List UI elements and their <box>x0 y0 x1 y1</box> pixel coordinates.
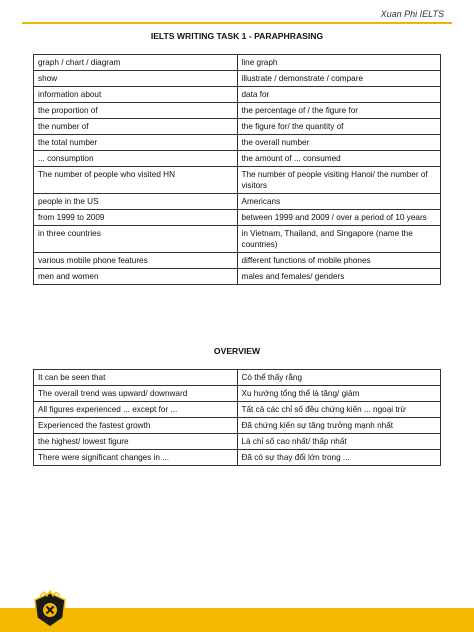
paraphrase-cell: Có thể thấy rằng <box>237 370 441 386</box>
overview-row <box>34 386 441 402</box>
source-phrase-cell: There were significant changes in ... <box>34 450 238 466</box>
source-phrase-cell: The number of people who visited HN <box>34 167 238 194</box>
crest-logo-icon <box>30 590 70 630</box>
paraphrase-cell: The number of people visiting Hanoi/ the number of visitors <box>237 167 441 194</box>
paraphrasing-row <box>34 151 441 167</box>
source-phrase-cell: people in the US <box>34 194 238 210</box>
paraphrase-cell: Đã có sự thay đổi lớn trong ... <box>237 450 441 466</box>
overview-row <box>34 370 441 386</box>
overview-title: OVERVIEW <box>213 346 261 356</box>
paraphrase-cell: Tất cả các chỉ số đều chứng kiến ... ngoại trừ <box>237 402 441 418</box>
paraphrasing-row <box>34 55 441 71</box>
paraphrase-cell: the amount of ... consumed <box>237 151 441 167</box>
source-phrase-cell: men and women <box>34 269 238 285</box>
paraphrase-cell: Americans <box>237 194 441 210</box>
source-phrase-cell: All figures experienced ... except for ... <box>34 402 238 418</box>
source-phrase-cell: Experienced the fastest growth <box>34 418 238 434</box>
source-phrase-cell: It can be seen that <box>34 370 238 386</box>
overview-row <box>34 450 441 466</box>
source-phrase-cell: ... consumption <box>34 151 238 167</box>
paraphrasing-table <box>33 54 441 285</box>
paraphrase-cell: in Vietnam, Thailand, and Singapore (name the countries) <box>237 226 441 253</box>
paraphrasing-row <box>34 167 441 194</box>
paraphrasing-row <box>34 71 441 87</box>
source-phrase-cell: graph / chart / diagram <box>34 55 238 71</box>
page-title: IELTS WRITING TASK 1 - PARAPHRASING <box>150 31 324 41</box>
paraphrasing-row <box>34 103 441 119</box>
paraphrase-cell: Là chỉ số cao nhất/ thấp nhất <box>237 434 441 450</box>
source-phrase-cell: The overall trend was upward/ downward <box>34 386 238 402</box>
source-phrase-cell: the number of <box>34 119 238 135</box>
source-phrase-cell: information about <box>34 87 238 103</box>
paraphrasing-row <box>34 253 441 269</box>
paraphrasing-row <box>34 135 441 151</box>
source-phrase-cell: show <box>34 71 238 87</box>
paraphrasing-row <box>34 194 441 210</box>
paraphrase-cell: the overall number <box>237 135 441 151</box>
paraphrase-cell: data for <box>237 87 441 103</box>
source-phrase-cell: from 1999 to 2009 <box>34 210 238 226</box>
paraphrasing-row <box>34 226 441 253</box>
paraphrase-cell: different functions of mobile phones <box>237 253 441 269</box>
overview-table <box>33 369 441 466</box>
paraphrase-cell: between 1999 and 2009 / over a period of 10 years <box>237 210 441 226</box>
source-phrase-cell: the total number <box>34 135 238 151</box>
header-divider <box>22 22 452 24</box>
paraphrase-cell: the figure for/ the quantity of <box>237 119 441 135</box>
source-phrase-cell: various mobile phone features <box>34 253 238 269</box>
footer-bar <box>0 608 474 632</box>
paraphrase-cell: illustrate / demonstrate / compare <box>237 71 441 87</box>
overview-row <box>34 418 441 434</box>
paraphrasing-row <box>34 87 441 103</box>
paraphrasing-row <box>34 210 441 226</box>
source-phrase-cell: the proportion of <box>34 103 238 119</box>
paraphrasing-row <box>34 269 441 285</box>
source-phrase-cell: in three countries <box>34 226 238 253</box>
paraphrase-cell: line graph <box>237 55 441 71</box>
overview-row <box>34 402 441 418</box>
paraphrasing-row <box>34 119 441 135</box>
overview-row <box>34 434 441 450</box>
paraphrase-cell: males and females/ genders <box>237 269 441 285</box>
source-phrase-cell: the highest/ lowest figure <box>34 434 238 450</box>
paraphrase-cell: Đã chứng kiến sự tăng trưởng mạnh nhất <box>237 418 441 434</box>
header-author: Xuan Phi IELTS <box>380 9 444 19</box>
paraphrase-cell: Xu hướng tổng thể là tăng/ giảm <box>237 386 441 402</box>
paraphrase-cell: the percentage of / the figure for <box>237 103 441 119</box>
